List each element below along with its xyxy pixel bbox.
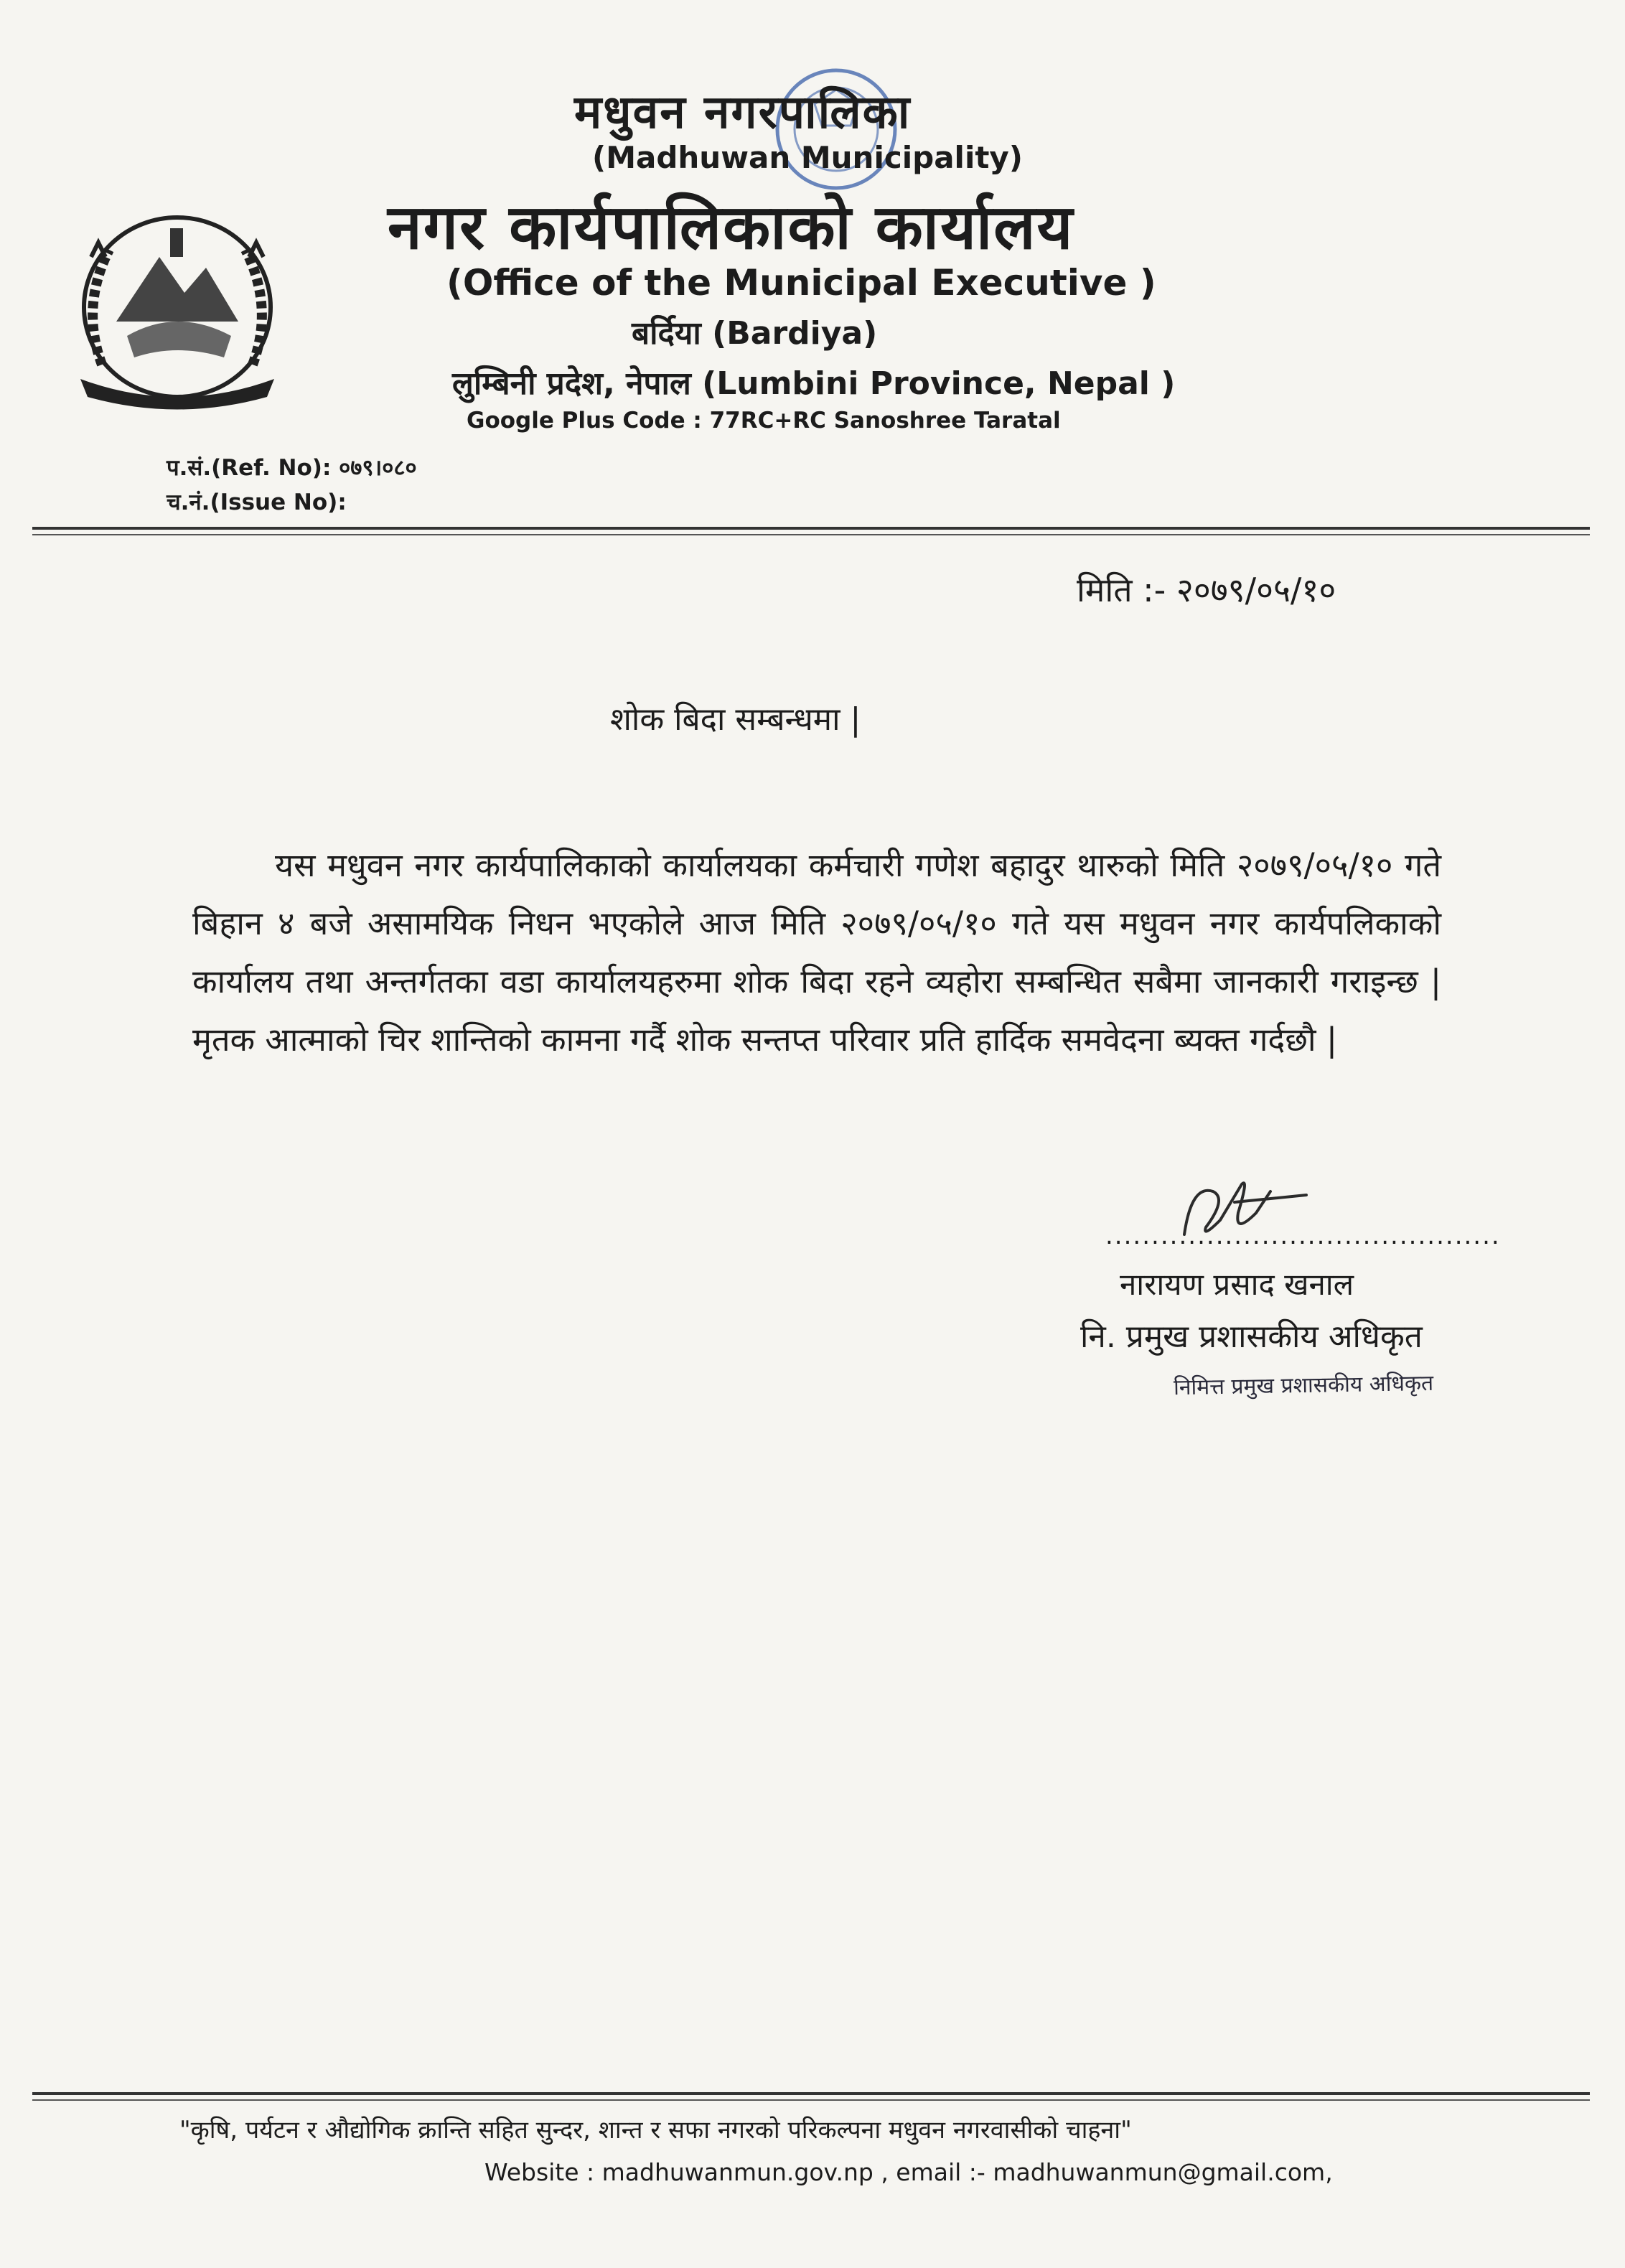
province-address: लुम्बिनी प्रदेश, नेपाल (Lumbini Province, Nepal ) bbox=[452, 365, 1176, 402]
district-name: बर्दिया (Bardiya) bbox=[632, 315, 878, 352]
office-title-english: (Office of the Municipal Executive ) bbox=[446, 262, 1156, 304]
municipality-name-english: (Madhuwan Municipality) bbox=[592, 140, 1023, 175]
plus-code: Google Plus Code : 77RC+RC Sanoshree Taratal bbox=[467, 408, 1061, 434]
nepal-emblem-icon bbox=[59, 200, 296, 418]
footer-slogan: "कृषि, पर्यटन र औद्योगिक क्रान्ति सहित सुन्दर, शान्त र सफा नगरको परिकल्पना मधुवन नगरवासीको चाहना" bbox=[179, 2116, 1132, 2145]
letter-subject: शोक बिदा सम्बन्धमा | bbox=[610, 701, 861, 738]
signer-title: नि. प्रमुख प्रशासकीय अधिकृत bbox=[1080, 1318, 1423, 1355]
reference-number: प.सं.(Ref. No): ०७९।०८० bbox=[167, 455, 417, 481]
letter-date: मिति :- २०७९/०५/१० bbox=[1077, 571, 1336, 609]
letter-body: यस मधुवन नगर कार्यपालिकाको कार्यालयका कर्मचारी गणेश बहादुर थारुको मिति २०७९/०५/१० गते बिहान ४ बजे असामयिक निधन भएकोले आज मिति २०७९/०५/१० गते यस मधुवन नगर कार्यपलिकाको कार्यालय तथा अन्तर्गतका वडा कार्यालयहरुमा शोक बिदा रहने व्यहोरा सम्बन्धित सबैमा जानकारी गराइन्छ | मृतक आत्माको चिर शान्तिको कामना गर्दै शोक सन्तप्त परिवार प्रति हार्दिक समवेदना ब्यक्त गर्दछौ | bbox=[192, 846, 1441, 1059]
footer-divider-thin bbox=[32, 2099, 1590, 2101]
signature-line: ........................................... bbox=[1105, 1222, 1501, 1250]
signer-name: नारायण प्रसाद खनाल bbox=[1120, 1267, 1354, 1302]
footer-divider bbox=[32, 2092, 1590, 2095]
header-divider-thin bbox=[32, 534, 1590, 535]
issue-number: च.नं.(Issue No): bbox=[167, 489, 347, 515]
municipality-name-nepali: मधुवन नगरपालिका bbox=[574, 86, 912, 139]
header-divider bbox=[32, 527, 1590, 530]
office-title-nepali: नगर कार्यपालिकाको कार्यालय bbox=[388, 192, 1074, 263]
designation-stamp: निमित्त प्रमुख प्रशासकीय अधिकृत bbox=[1173, 1370, 1434, 1401]
footer-contact: Website : madhuwanmun.gov.np , email :- madhuwanmun@gmail.com, bbox=[484, 2158, 1333, 2186]
